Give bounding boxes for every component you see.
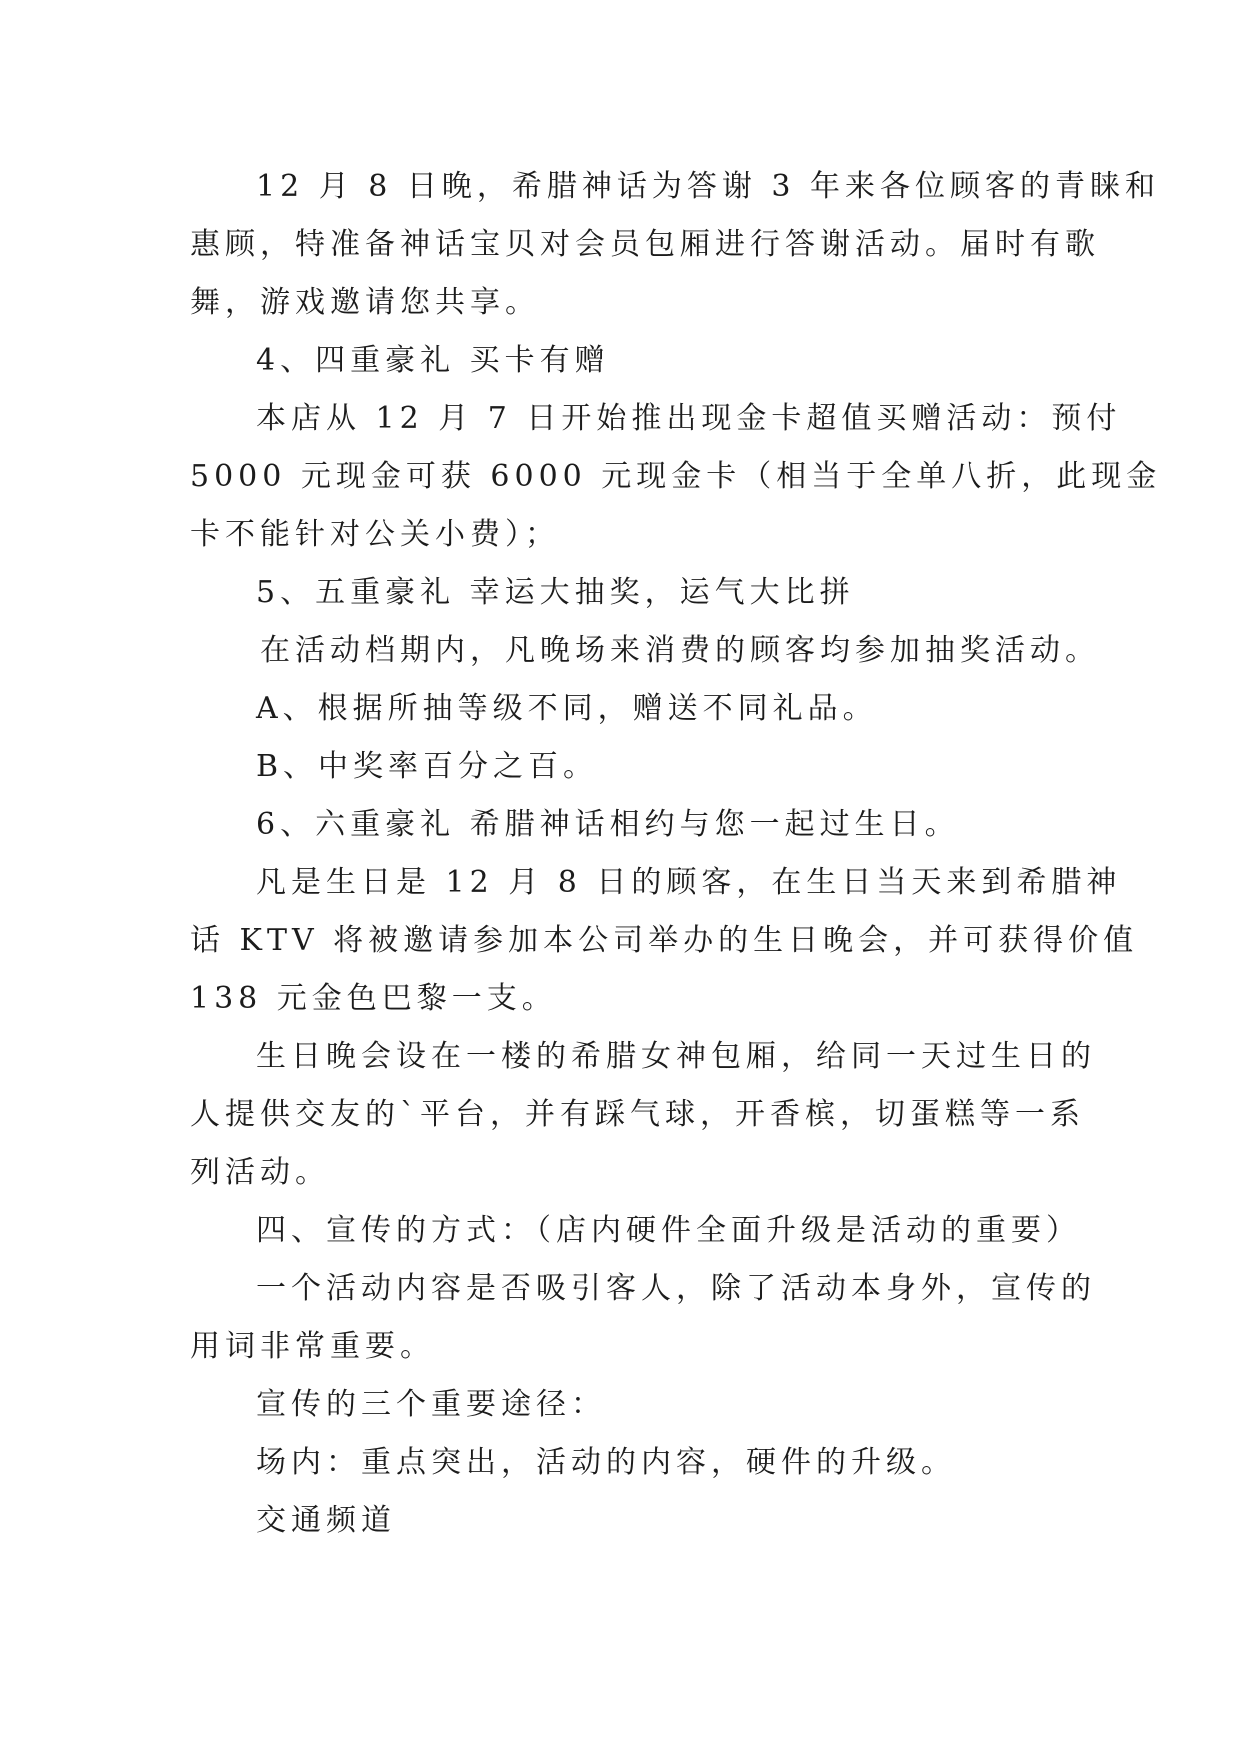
- paragraph-line: 5000 元现金可获 6000 元现金卡（相当于全单八折，此现金: [190, 459, 1162, 494]
- paragraph-line: 场内：重点突出，活动的内容，硬件的升级。: [256, 1445, 956, 1480]
- paragraph-line: 凡是生日是 12 月 8 日的顾客，在生日当天来到希腊神: [256, 865, 1122, 900]
- paragraph-line: 舞，游戏邀请您共享。: [190, 285, 540, 320]
- paragraph-line: 在活动档期内，凡晚场来消费的顾客均参加抽奖活动。: [260, 633, 1100, 668]
- paragraph-line: 卡不能针对公关小费）；: [190, 517, 560, 552]
- paragraph-line: 用词非常重要。: [190, 1329, 435, 1364]
- section-heading: 4、四重豪礼 买卡有赠: [256, 343, 610, 378]
- paragraph-line: 惠顾，特准备神话宝贝对会员包厢进行答谢活动。届时有歌: [190, 227, 1100, 262]
- paragraph-line: 话 KTV 将被邀请参加本公司举办的生日晚会，并可获得价值: [190, 923, 1139, 958]
- paragraph-line: 一个活动内容是否吸引客人，除了活动本身外，宣传的: [256, 1271, 1096, 1306]
- paragraph-line: 本店从 12 月 7 日开始推出现金卡超值买赠活动：预付: [256, 401, 1122, 436]
- paragraph-line: 交通频道: [256, 1503, 396, 1538]
- paragraph-line: 列活动。: [190, 1155, 330, 1190]
- list-item: A、根据所抽等级不同，赠送不同礼品。: [256, 691, 878, 726]
- paragraph-line: 12 月 8 日晚，希腊神话为答谢 3 年来各位顾客的青睐和: [256, 169, 1161, 204]
- paragraph-line: 宣传的三个重要途径：: [256, 1387, 606, 1422]
- document-body: [190, 158, 1162, 1550]
- section-heading: 6、六重豪礼 希腊神话相约与您一起过生日。: [256, 807, 960, 842]
- paragraph-line: 生日晚会设在一楼的希腊女神包厢，给同一天过生日的: [256, 1039, 1096, 1074]
- section-heading: 四、宣传的方式：（店内硬件全面升级是活动的重要）: [256, 1213, 1081, 1248]
- section-heading: 5、五重豪礼 幸运大抽奖，运气大比拼: [256, 575, 855, 610]
- paragraph-line: 人提供交友的`平台，并有踩气球，开香槟，切蛋糕等一系: [190, 1097, 1085, 1132]
- list-item: B、中奖率百分之百。: [256, 749, 599, 784]
- paragraph-line: 138 元金色巴黎一支。: [190, 981, 557, 1016]
